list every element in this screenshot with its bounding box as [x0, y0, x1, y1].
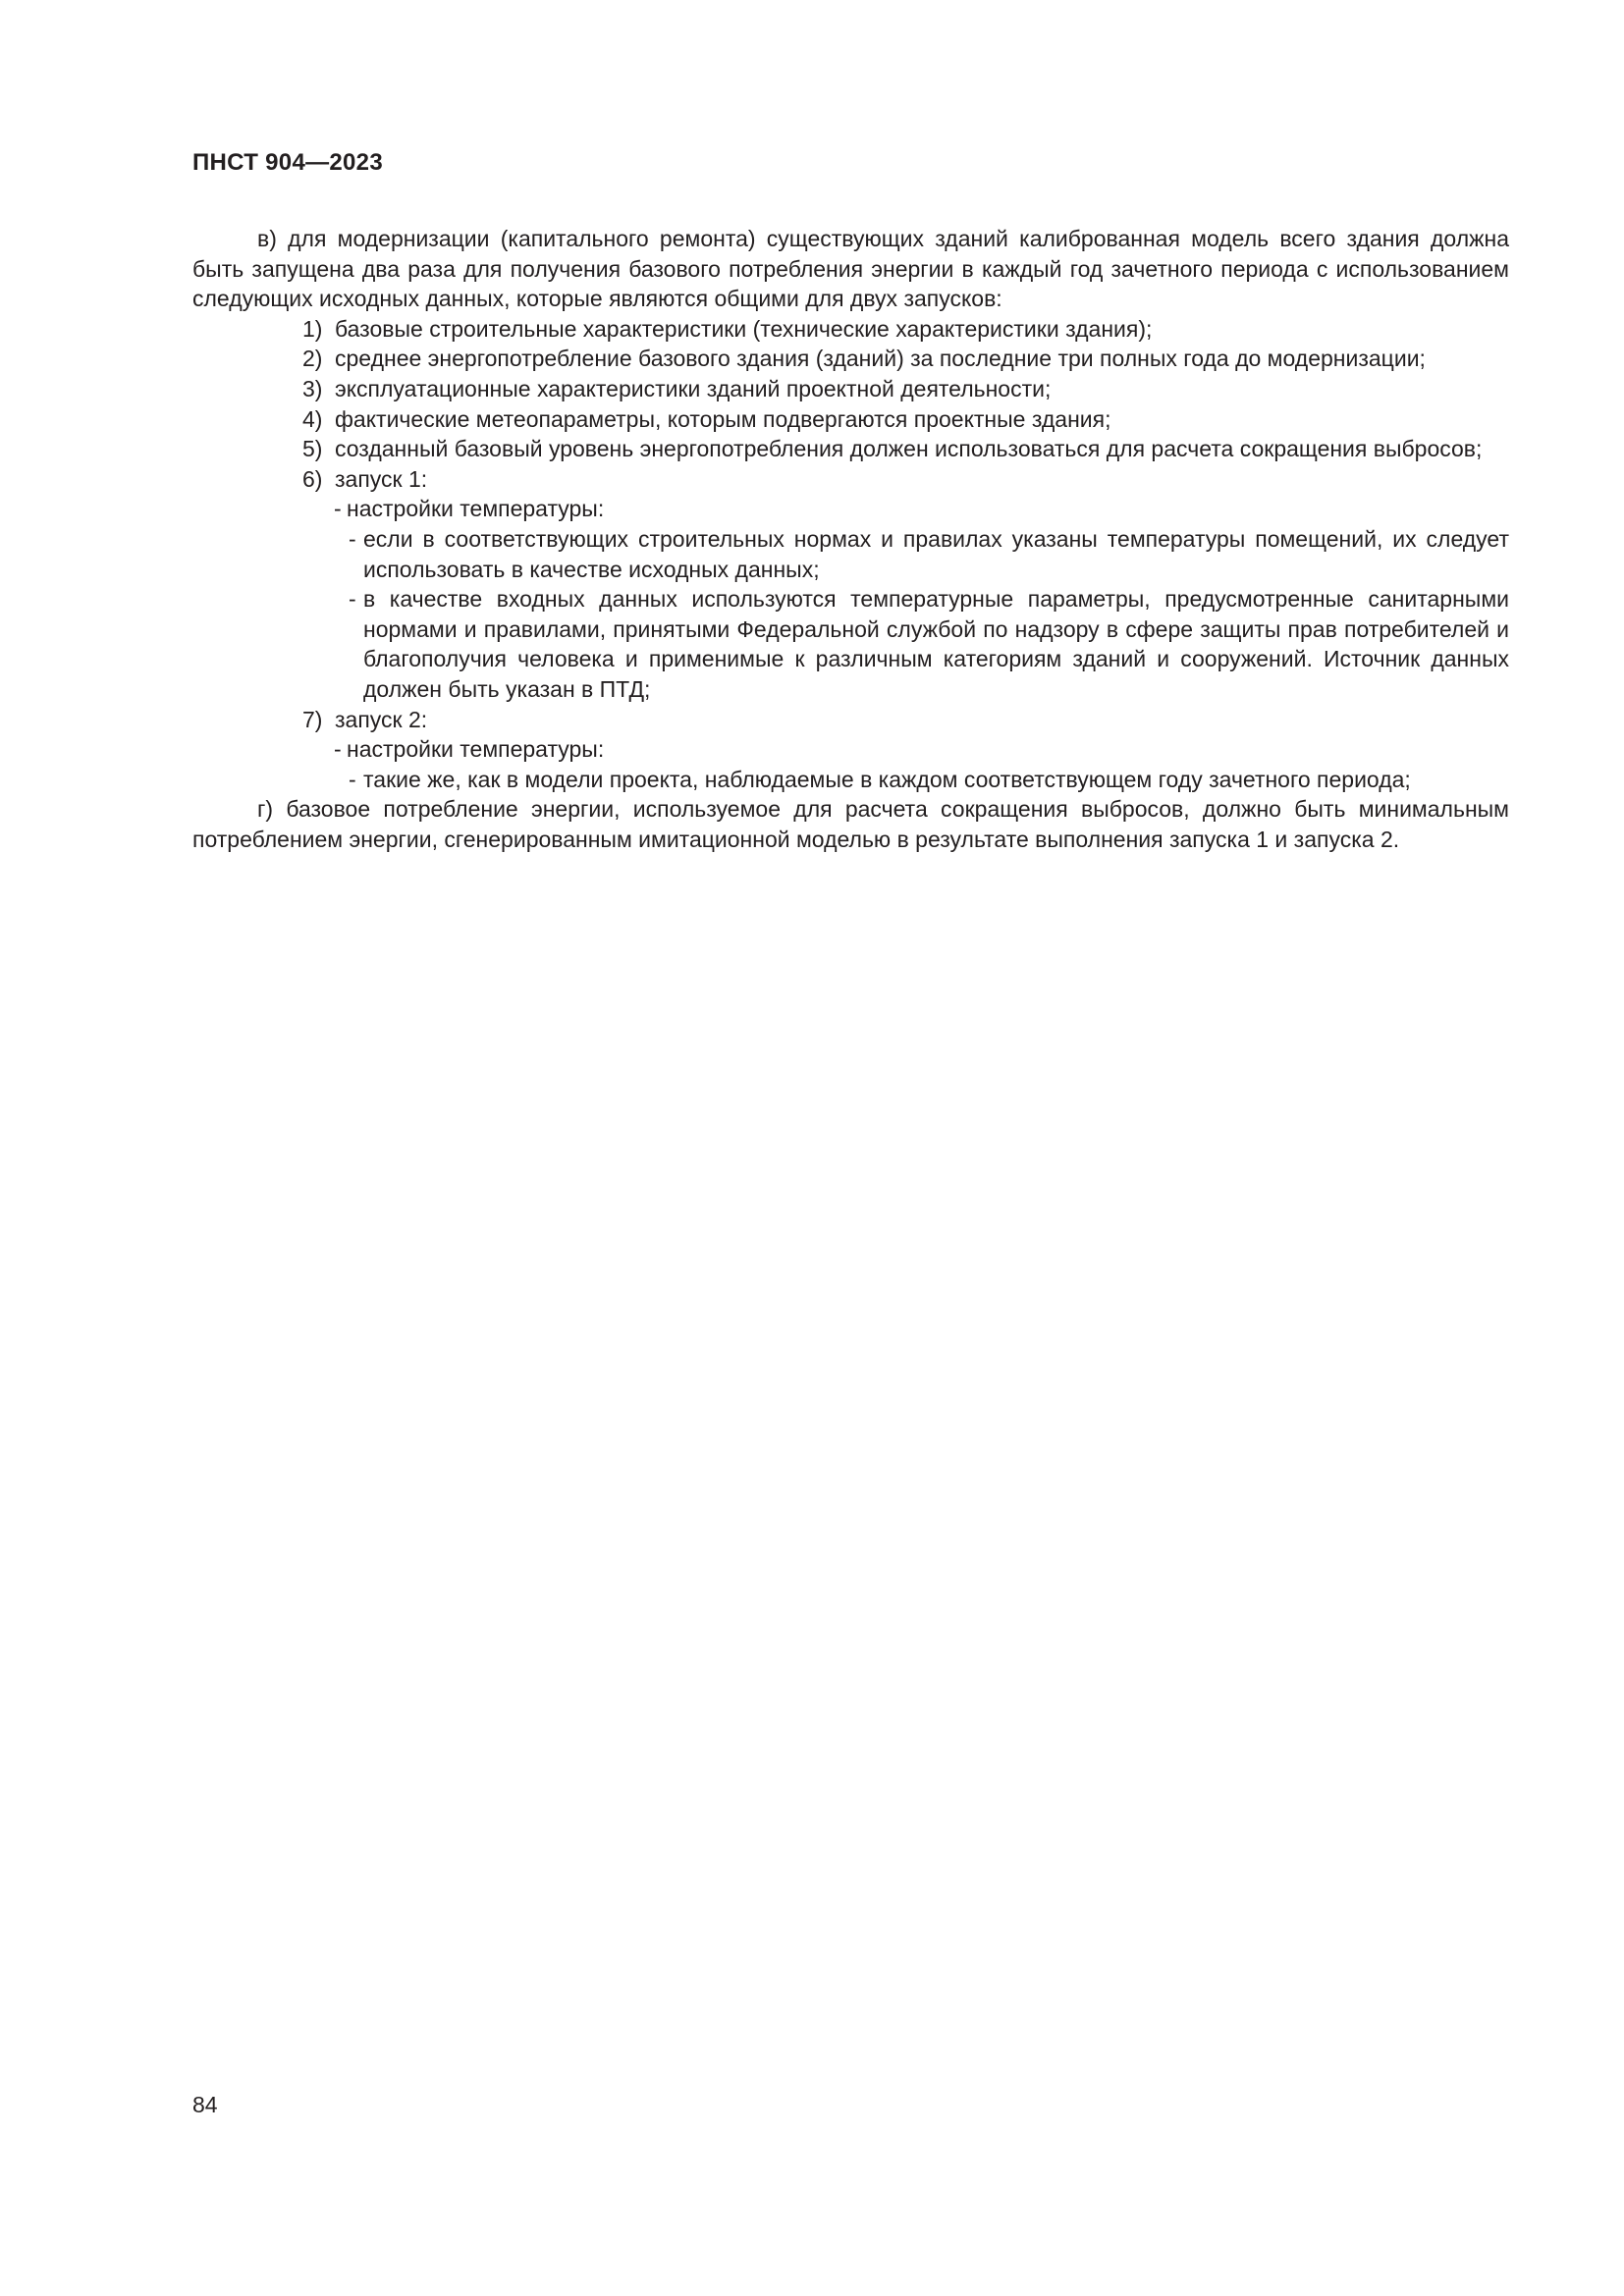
- dash-marker: -: [349, 586, 356, 613]
- list-item-text: базовые строительные характеристики (технические характеристики здания);: [335, 315, 1153, 342]
- document-body: [192, 224, 1509, 854]
- list-item-text: запуск 2:: [335, 706, 428, 732]
- list-number: 7): [302, 706, 323, 732]
- list-item-2: [192, 344, 1509, 374]
- paragraph-v: в) для модернизации (капитального ремонта) существующих зданий калиброванная модель всего здания должна быть запущена два раза для получения базового потребления энергии в каждый год зачетного периода с использованием следующих исходных данных, которые являются общими для двух запусков:: [192, 226, 1509, 312]
- run2-sub-text: такие же, как в модели проекта, наблюдаемые в каждом соответствующем году зачетного периода;: [363, 766, 1411, 792]
- list-number: 1): [302, 315, 323, 342]
- list-number: 4): [302, 405, 323, 432]
- list-item-5: [192, 434, 1509, 464]
- list-item-4: [192, 404, 1509, 435]
- paragraph-g: г) базовое потребление энергии, используемое для расчета сокращения выбросов, должно быть минимальным потреблением энергии, сгенерированным имитационной моделью в результате выполнения запуска 1 и запуска 2.: [192, 796, 1509, 852]
- run1-sub-1: [192, 524, 1509, 584]
- run2-sub-1: [192, 765, 1509, 795]
- run1-sub-2: [192, 584, 1509, 704]
- list-item-3: [192, 374, 1509, 404]
- dash-marker: -: [349, 766, 356, 792]
- run1-sub-text: если в соответствующих строительных нормах и правилах указаны температуры помещений, их следует использовать в качестве исходных данных;: [363, 525, 1509, 582]
- list-item-text: эксплуатационные характеристики зданий проектной деятельности;: [335, 375, 1052, 401]
- document-header: ПНСТ 904—2023: [192, 149, 383, 176]
- list-item-7: [192, 705, 1509, 735]
- page-number: 84: [192, 2092, 218, 2117]
- run1-settings-text: настройки температуры:: [347, 496, 605, 522]
- dash-marker: -: [334, 496, 342, 522]
- dash-marker: -: [349, 525, 356, 552]
- run2-settings: [192, 734, 1509, 765]
- run1-sub-text: в качестве входных данных используются температурные параметры, предусмотренные санитарными нормами и правилами, принятыми Федеральной службой по надзору в сфере защиты прав потребителей и благополучия человека и применимые к различным категориям зданий и сооружений. Источник данных должен быть указан в ПТД;: [363, 586, 1509, 702]
- list-number: 5): [302, 436, 323, 462]
- run2-settings-text: настройки температуры:: [347, 736, 605, 763]
- list-item-text: среднее энергопотребление базового здания (зданий) за последние три полных года до модернизации;: [335, 346, 1426, 372]
- list-number: 3): [302, 375, 323, 401]
- list-item-text: фактические метеопараметры, которым подвергаются проектные здания;: [335, 405, 1111, 432]
- list-item-6: [192, 464, 1509, 495]
- list-number: 6): [302, 465, 323, 492]
- list-item-1: [192, 314, 1509, 345]
- list-item-text: запуск 1:: [335, 465, 428, 492]
- dash-marker: -: [334, 736, 342, 763]
- run1-settings: [192, 494, 1509, 524]
- list-number: 2): [302, 346, 323, 372]
- list-item-text: созданный базовый уровень энергопотребления должен использоваться для расчета сокращения выбросов;: [335, 436, 1483, 462]
